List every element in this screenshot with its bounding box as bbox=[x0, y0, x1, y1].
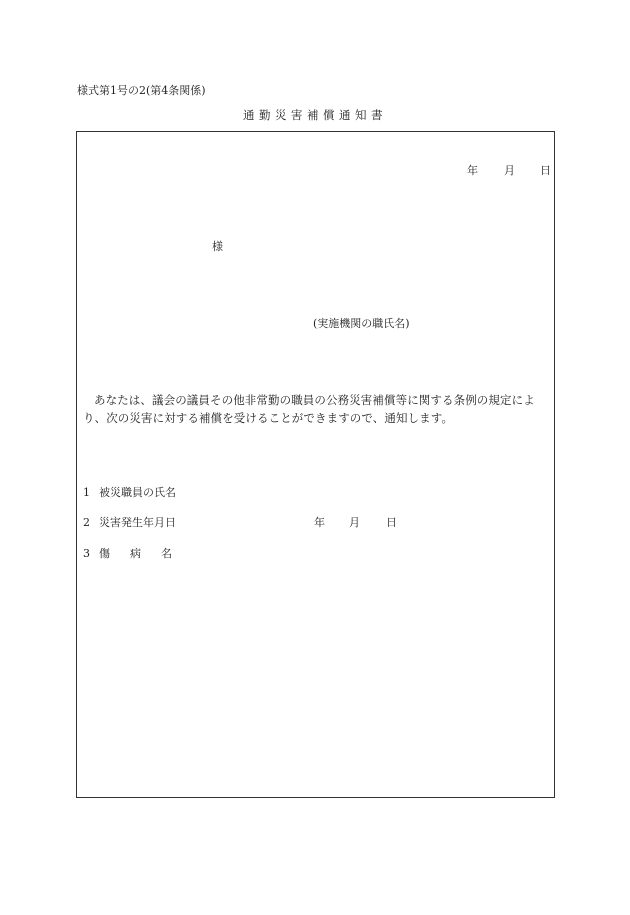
item-number: 1 bbox=[83, 486, 90, 499]
issuer-label: (実施機関の職氏名) bbox=[313, 317, 410, 330]
item-label: 災害発生年月日 bbox=[99, 516, 176, 529]
accident-date-year-label: 年 bbox=[314, 516, 325, 529]
form-number: 様式第1号の2(第4条関係) bbox=[77, 84, 206, 97]
date-day-label: 日 bbox=[540, 164, 551, 177]
item-number: 2 bbox=[83, 516, 90, 529]
item-label: 傷病名 bbox=[99, 547, 192, 560]
addressee-suffix: 様 bbox=[212, 240, 223, 253]
date-month-label: 月 bbox=[504, 164, 515, 177]
item-number: 3 bbox=[83, 547, 90, 560]
form-frame bbox=[76, 131, 555, 798]
item-label: 被災職員の氏名 bbox=[99, 486, 176, 499]
accident-date-month-label: 月 bbox=[349, 516, 360, 529]
item-victim-name bbox=[83, 487, 176, 498]
item-injury-name bbox=[83, 548, 192, 559]
item-accident-date bbox=[83, 517, 176, 528]
date-year-label: 年 bbox=[467, 164, 478, 177]
accident-date-day-label: 日 bbox=[386, 516, 397, 529]
document-title: 通勤災害補償通知書 bbox=[243, 108, 387, 122]
notice-body-text: あなたは、議会の議員その他非常勤の職員の公務災害補償等に関する条例の規定により、次の災害に対する補償を受けることができますので、通知します。 bbox=[83, 393, 535, 425]
